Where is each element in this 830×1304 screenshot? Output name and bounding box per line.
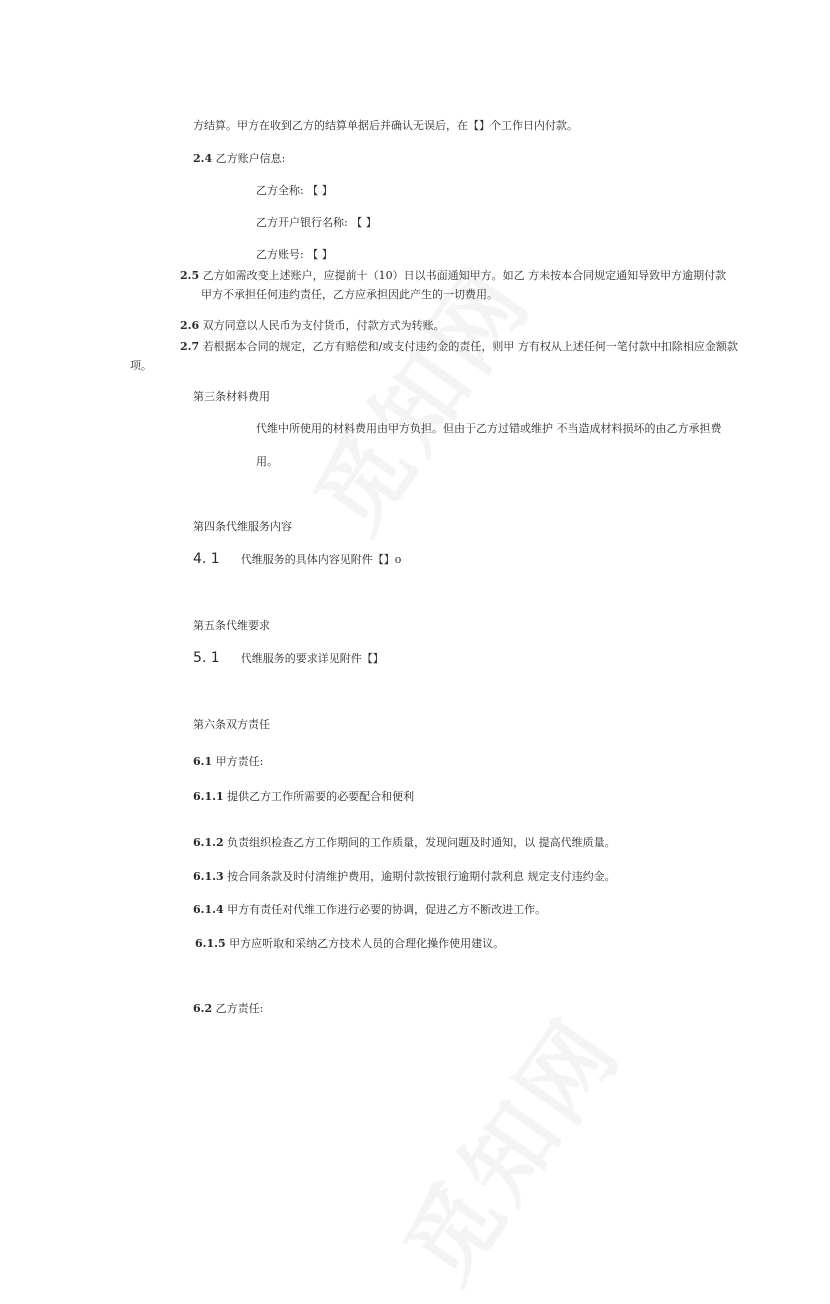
paragraph: 方结算。甲方在收到乙方的结算单据后并确认无误后，在【】个工作日内付款。: [193, 119, 578, 132]
clause-6-1-4: [193, 903, 546, 917]
article-5-heading: 第五条代维要求: [193, 619, 270, 632]
clause-number: 5. 1: [193, 650, 220, 666]
watermark: [279, 238, 556, 555]
clause-number: 6.1: [193, 755, 213, 768]
clause-number: 2.6: [180, 319, 200, 332]
clause-number: 2.5: [180, 269, 200, 282]
clause-number: 6.1.4: [193, 903, 224, 916]
watermark-bottom: [369, 988, 646, 1304]
article-3-text-cont: 用。: [256, 455, 278, 468]
clause-text: 乙方账户信息:: [215, 152, 286, 165]
clause-6-1-5: [195, 937, 504, 951]
clause-number: 4. 1: [193, 551, 220, 567]
clause-text: 按合同条款及时付清维护费用，逾期付款按银行逾期付款利息 规定支付违约金。: [227, 870, 616, 883]
clause-text: 若根据本合同的规定，乙方有赔偿和/或支付违约金的责任，则甲 方有权从上述任何一笔付款中扣除相应金额款: [202, 340, 738, 353]
clause-text: 乙方如需改变上述账户，应提前十（10）日以书面通知甲方。如乙 方未按本合同规定通知导致甲方逾期付款: [202, 269, 727, 282]
clause-number: 2.7: [180, 340, 200, 353]
clause-2-6: [180, 319, 445, 333]
clause-text: 甲方应听取和采纳乙方技术人员的合理化操作使用建议。: [229, 937, 505, 950]
clause-number: 6.1.2: [193, 836, 224, 849]
clause-6-1-2: [193, 836, 616, 850]
article-3-text: 代维中所使用的材料费用由甲方负担。但由于乙方过错或维护 不当造成材料损坏的由乙方承担费: [256, 422, 722, 435]
clause-text: 双方同意以人民币为支付货币，付款方式为转账。: [202, 319, 445, 332]
account-bank-line: 乙方开户银行名称: 【 】: [256, 216, 377, 229]
clause-4-1: [193, 552, 401, 567]
clause-6-2: [193, 1002, 263, 1016]
article-4-heading: 第四条代维服务内容: [193, 520, 292, 533]
clause-text: 代维服务的具体内容见附件【】o: [240, 553, 402, 566]
clause-2-4: [193, 152, 285, 166]
article-6-heading: 第六条双方责任: [193, 718, 270, 731]
clause-6-1-1: [193, 790, 414, 804]
clause-5-1: [193, 651, 384, 666]
clause-2-7-cont: 项。: [130, 359, 152, 372]
clause-number: 6.2: [193, 1002, 213, 1015]
article-3-heading: 第三条材料费用: [193, 390, 270, 403]
clause-2-5: [180, 269, 726, 283]
clause-text: 负责组织检查乙方工作期间的工作质量，发现问题及时通知，以 提高代维质量。: [227, 836, 616, 849]
clause-6-1-3: [193, 870, 616, 884]
clause-text: 代维服务的要求详见附件【】: [240, 652, 384, 665]
clause-text: 甲方责任:: [215, 755, 264, 768]
clause-number: 6.1.1: [193, 790, 224, 803]
clause-text: 乙方责任:: [215, 1002, 264, 1015]
clause-2-5-cont: 甲方不承担任何违约责任，乙方应承担因此产生的一切费用。: [201, 288, 498, 301]
clause-number: 2.4: [193, 152, 213, 165]
clause-number: 6.1.3: [193, 870, 224, 883]
clause-6-1: [193, 755, 263, 769]
clause-text: 甲方有责任对代维工作进行必要的协调，促进乙方不断改进工作。: [227, 903, 547, 916]
account-name-line: 乙方全称: 【 】: [256, 184, 333, 197]
clause-2-7: [180, 340, 738, 354]
account-number-line: 乙方账号: 【 】: [256, 248, 333, 261]
clause-number: 6.1.5: [195, 937, 226, 950]
clause-text: 提供乙方工作所需要的必要配合和便利: [227, 790, 415, 803]
